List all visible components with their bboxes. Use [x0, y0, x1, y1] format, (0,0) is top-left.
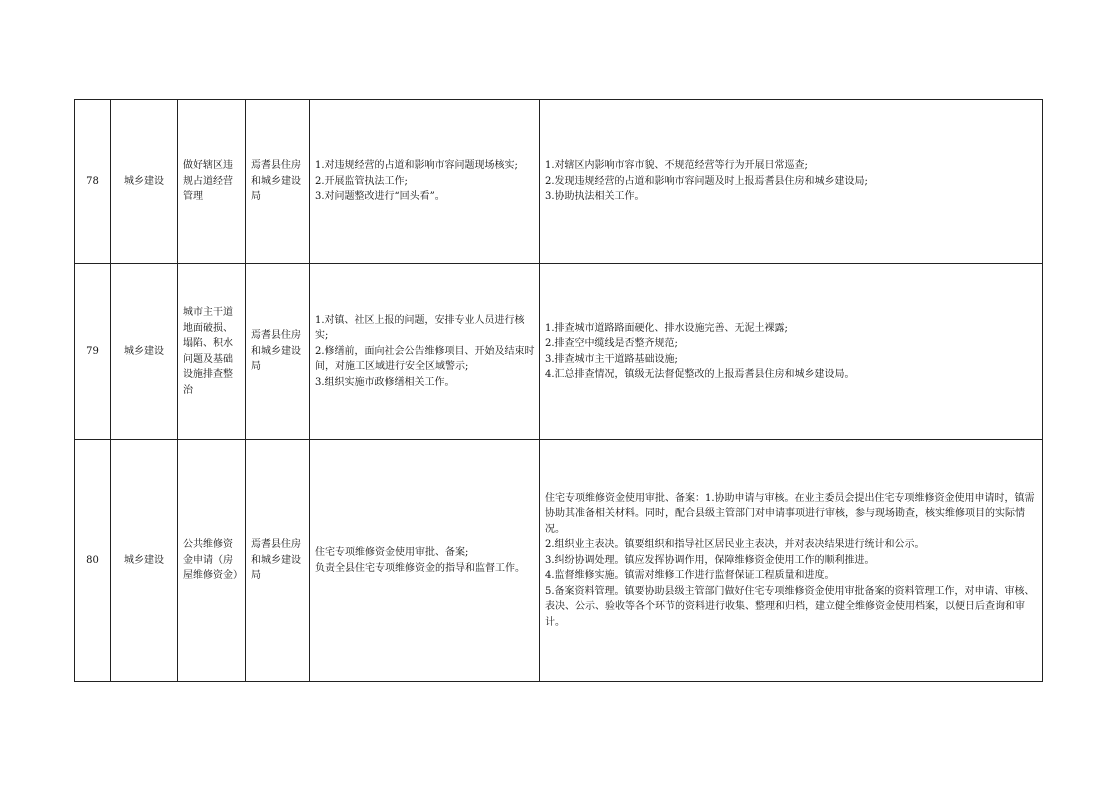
table-row [75, 440, 1043, 682]
row-item: 做好辖区违规占道经营管理 [178, 100, 246, 264]
town-duty-line: 负责全县住宅专项维修资金的指导和监督工作。 [315, 562, 525, 574]
dept-duty-line: 2.发现违规经营的占道和影响市容问题及时上报焉耆县住房和城乡建设局; [545, 175, 868, 187]
town-duty-line: 2.修缮前，面向社会公告维修项目、开始及结束时间，对施工区域进行安全区域警示; [315, 345, 535, 373]
town-duty-line: 3.组织实施市政修缮相关工作。 [315, 376, 455, 388]
dept-duty-line: 1.排查城市道路路面硬化、排水设施完善、无泥土裸露; [545, 322, 788, 334]
town-duty-line: 1.对镇、社区上报的问题，安排专业人员进行核实; [315, 314, 525, 342]
dept-duty-line: 2.排查空中缆线是否整齐规范; [545, 338, 678, 349]
row-town-duties [310, 440, 540, 682]
town-duty-line: 3.对问题整改进行“回头看”。 [315, 191, 445, 203]
town-duty-line: 1.对违规经营的占道和影响市容问题现场核实; [315, 160, 518, 172]
table-row [75, 100, 1043, 264]
row-number: 79 [75, 264, 111, 440]
dept-duty-line: 4.监督维修实施。镇需对维修工作进行监督保证工程质量和进度。 [545, 570, 835, 582]
row-dept-duties [540, 440, 1043, 682]
row-department: 焉耆县住房和城乡建设局 [246, 100, 310, 264]
row-dept-duties [540, 264, 1043, 440]
dept-duty-line: 3.纠纷协调处理。镇应发挥协调作用，保障维修资金使用工作的顺利推进。 [545, 554, 875, 566]
duty-list-table [74, 99, 1043, 682]
dept-duty-line: 1.对辖区内影响市容市貌、不规范经营等行为开展日常巡查; [545, 160, 808, 172]
row-department: 焉耆县住房和城乡建设局 [246, 264, 310, 440]
row-item: 城市主干道地面破损、塌陷、积水问题及基础设施排查整治 [178, 264, 246, 440]
dept-duty-line: 住宅专项维修资金使用审批、备案：1.协助申请与审核。在业主委员会提出住宅专项维修资金使用申请时，镇需协助其准备相关材料。同时，配合县级主管部门对申请事项进行审核，参与现场勘查，核实维修项目的实际情况。 [545, 492, 1035, 535]
row-dept-duties [540, 100, 1043, 264]
dept-duty-line: 3.协助执法相关工作。 [545, 191, 645, 203]
town-duty-line: 2.开展监管执法工作; [315, 175, 408, 187]
dept-duty-line: 4.汇总排查情况，镇级无法督促整改的上报焉耆县住房和城乡建设局。 [545, 369, 855, 380]
row-category: 城乡建设 [111, 264, 178, 440]
dept-duty-line: 3.排查城市主干道路基础设施; [545, 353, 678, 365]
row-category: 城乡建设 [111, 100, 178, 264]
row-town-duties [310, 264, 540, 440]
row-department: 焉耆县住房和城乡建设局 [246, 440, 310, 682]
table-row [75, 264, 1043, 440]
row-item: 公共维修资金申请（房屋维修资金） [178, 440, 246, 682]
town-duty-line: 住宅专项维修资金使用审批、备案; [315, 547, 469, 558]
row-town-duties [310, 100, 540, 264]
dept-duty-line: 2.组织业主表决。镇要组织和指导社区居民业主表决，并对表决结果进行统计和公示。 [545, 539, 925, 551]
row-number: 80 [75, 440, 111, 682]
dept-duty-line: 5.备案资料管理。镇要协助县级主管部门做好住宅专项维修资金使用审批备案的资料管理工作，对申请、审核、表决、公示、验收等各个环节的资料进行收集、整理和归档，建立健全维修资金使用档案，以便日后查询和审计。 [545, 585, 1035, 628]
row-category: 城乡建设 [111, 440, 178, 682]
row-number: 78 [75, 100, 111, 264]
